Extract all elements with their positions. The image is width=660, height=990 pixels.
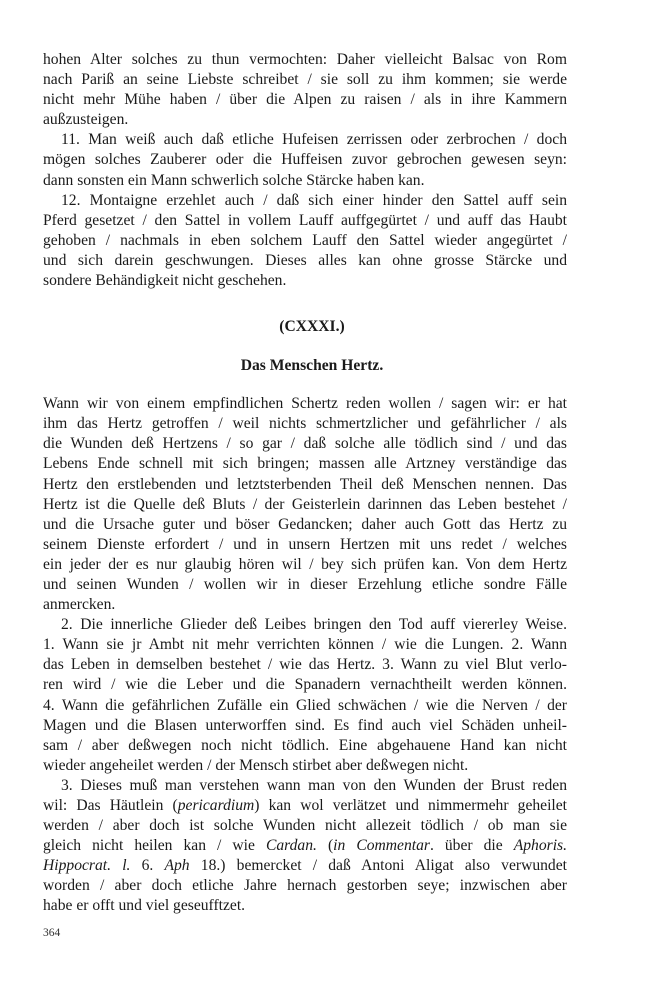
text-line: seinem Dienste erfordert / und in unsern Hertzen mit uns redet / welches xyxy=(43,535,567,553)
text-line: worden / aber doch etliche Jahre hernach gestorben seye; inzwischen aber xyxy=(43,877,567,895)
text-line: anmercken. xyxy=(43,596,116,614)
text-line: das Leben in demselben bestehet / wie das Hertz. 3. Wann zu viel Blut verlo- xyxy=(43,656,567,674)
page-body xyxy=(43,50,567,917)
text-line: ren wird / wie die Leber und die Spanadern vernachtheilt werden können. xyxy=(43,676,567,694)
text-line: mögen solches Zauberer oder die Huffeisen zuvor gebrochen gewesen seyn: xyxy=(43,151,567,169)
section-number: (CXXXI.) xyxy=(279,318,345,336)
text-line: dann sonsten ein Mann schwerlich solche Stärcke haben kan. xyxy=(43,171,425,189)
paragraph xyxy=(43,130,567,190)
paragraph xyxy=(43,50,567,130)
text-line: 2. Die innerliche Glieder deß Leibes bringen den Tod auff viererley Weise. xyxy=(61,616,567,634)
text-line: 1. Wann sie jr Ambt nit mehr verrichten können / wie die Lungen. 2. Wann xyxy=(43,636,567,654)
text-line: und sich darein geschwungen. Dieses alles kan ohne grosse Stärcke und xyxy=(43,251,567,269)
text-line: Hippocrat. l. 6. Aph 18.) bemercket / daß Antoni Aligat also verwundet xyxy=(43,857,567,875)
text-line: gehoben / nachmals in eben solchem Lauff den Sattel wieder angegürtet / xyxy=(43,231,567,249)
paragraph xyxy=(43,615,567,776)
text-line: 12. Montaigne erzehlet auch / daß sich einer hinder den Sattel auff sein xyxy=(61,191,567,209)
bottom-paragraphs xyxy=(43,394,567,916)
top-paragraphs xyxy=(43,50,567,291)
page-number: 364 xyxy=(43,927,61,939)
text-line: ihm das Hertz getroffen / weil nichts schmertzlicher und gefährlicher / als xyxy=(43,415,567,433)
text-line: Lebens Ende schnell mit sich bringen; massen alle Artzney verständige das xyxy=(43,455,567,473)
paragraph xyxy=(43,191,567,291)
text-line: die Wunden deß Hertzens / so gar / daß solche alle tödlich sind / und das xyxy=(43,435,567,453)
text-line: 3. Dieses muß man verstehen wann man von den Wunden der Brust reden xyxy=(61,776,567,794)
text-line: habe er offt und viel geseufftzet. xyxy=(43,897,246,915)
text-line: nach Pariß an seine Liebste schreibet / sie soll zu ihm kommen; sie werde xyxy=(43,71,567,89)
text-line: 4. Wann die gefährlichen Zufälle ein Glied schwächen / wie die Nerven / der xyxy=(43,696,567,714)
text-line: Magen und die Blasen unterworffen sind. Es find auch viel Schäden unheil- xyxy=(43,716,567,734)
text-line: und die Ursache guter und böser Gedancken; daher auch Gott das Hertz zu xyxy=(43,515,567,533)
text-line: sam / aber deßwegen noch nicht tödlich. Eine abgehauene Hand kan nicht xyxy=(43,736,567,754)
paragraph xyxy=(43,776,567,917)
text-line: sondere Behändigkeit nicht geschehen. xyxy=(43,272,287,290)
text-line: gleich nicht heilen kan / wie Cardan. (in Commentar. über die Aphoris. xyxy=(43,837,567,855)
text-line: und seinen Wunden / wollen wir in dieser Erzehlung etliche sondre Fälle xyxy=(43,575,567,593)
section-title: Das Menschen Hertz. xyxy=(240,357,384,375)
text-line: Hertz ist die Quelle deß Bluts / der Geisterlein darinnen das Leben bestehet / xyxy=(43,495,567,513)
text-line: wieder angeheilet werden / der Mensch stirbet aber deßwegen nicht. xyxy=(43,756,469,774)
text-line: hohen Alter solches zu thun vermochten: Daher vielleicht Balsac von Rom xyxy=(43,51,567,68)
text-line: werden / aber doch ist solche Wunden nicht allezeit tödlich / ob man sie xyxy=(43,817,567,835)
text-line: Pferd gesetzet / den Sattel in vollem Lauff auffgegürtet / und auff das Haubt xyxy=(43,211,567,229)
paragraph xyxy=(43,394,567,615)
text-line: außzusteigen. xyxy=(43,111,129,129)
text-line: Hertz den erstlebenden und letztsterbenden Theil deß Menschen nennen. Das xyxy=(43,475,567,493)
text-line: nicht mehr Mühe haben / über die Alpen zu raisen / als in ihre Kammern xyxy=(43,91,567,109)
text-line: 11. Man weiß auch daß etliche Hufeisen zerrissen oder zerbrochen / doch xyxy=(61,131,567,149)
text-line: wil: Das Häutlein (pericardium) kan wol verlätzet und nimmermehr geheilet xyxy=(43,797,568,814)
text-line: ein jeder der es nur glaubig hören wil / bey sich prüfen kan. Von dem Hertz xyxy=(43,555,567,573)
text-line: Wann wir von einem empfindlichen Schertz reden wollen / sagen wir: er hat xyxy=(43,395,567,413)
